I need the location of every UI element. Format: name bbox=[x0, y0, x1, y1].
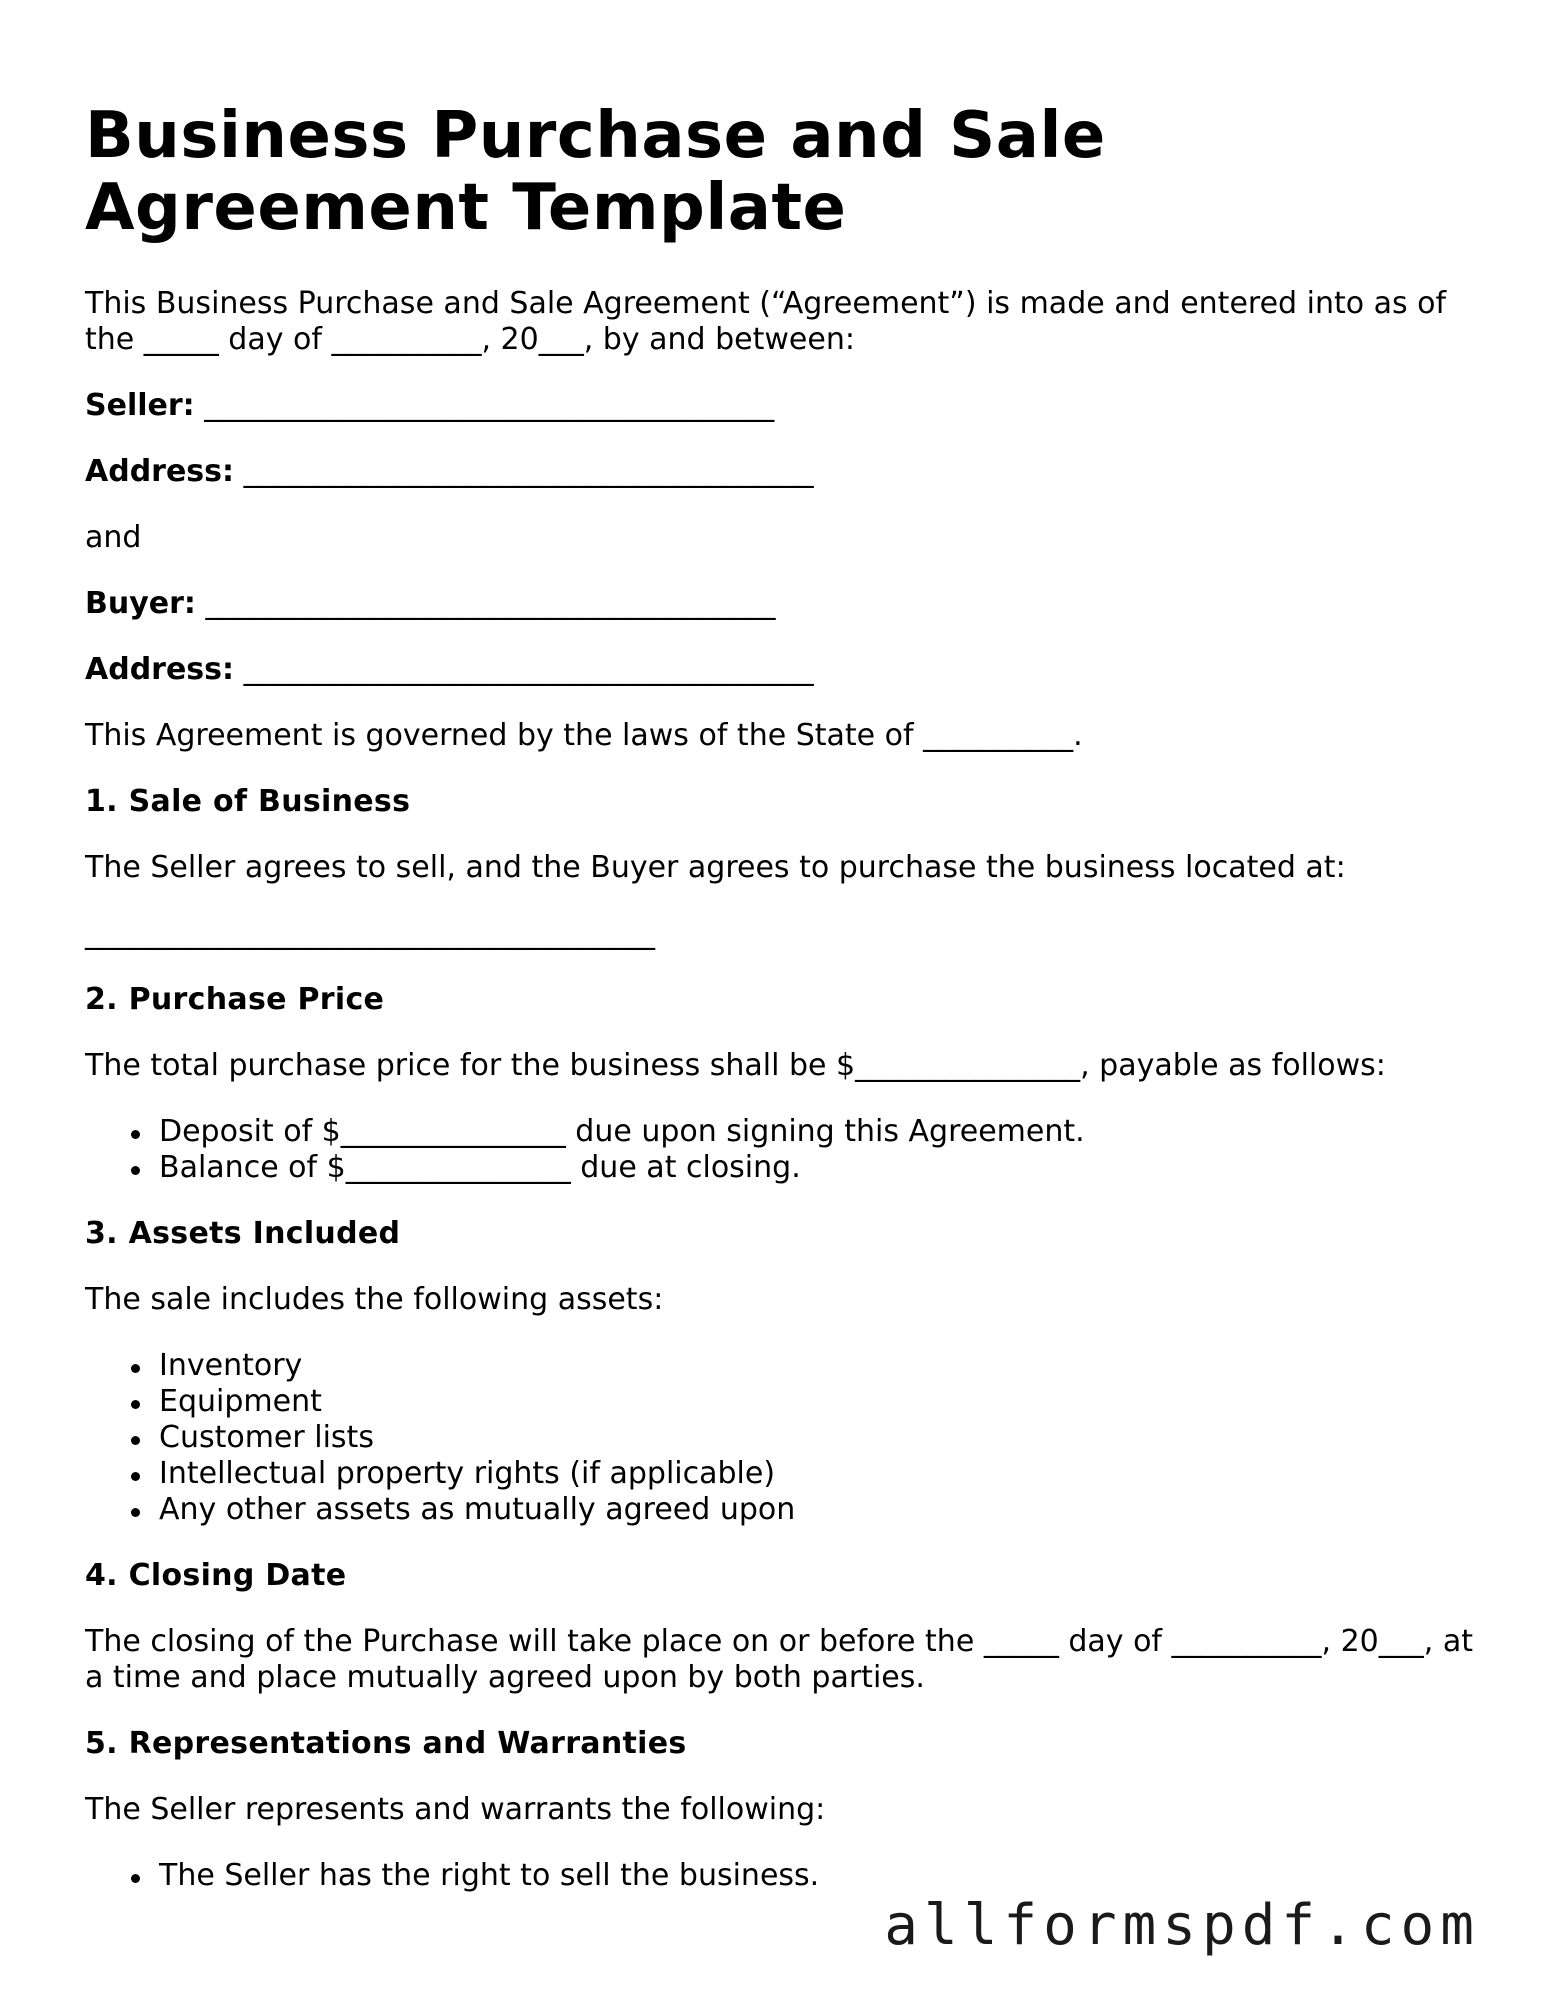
section-heading-purchase-price: 2. Purchase Price bbox=[85, 982, 385, 1017]
and-text: and bbox=[85, 520, 142, 555]
section-text-closing-date: The closing of the Purchase will take place on or before the _____ day of __________, 20___, at a time and place mutually agreed upon by both parties. bbox=[85, 1624, 1473, 1695]
buyer-line bbox=[85, 586, 1485, 622]
seller-address-label: Address: bbox=[85, 454, 235, 489]
document-page bbox=[85, 100, 1485, 1924]
seller-blank: ______________________________________ bbox=[194, 388, 775, 423]
list-item: Deposit of $_______________ due upon signing this Agreement. bbox=[159, 1114, 1485, 1150]
section-text-assets-included: The sale includes the following assets: bbox=[85, 1282, 664, 1317]
seller-address-line bbox=[85, 454, 1485, 490]
buyer-blank: ______________________________________ bbox=[195, 586, 776, 621]
list-item: Intellectual property rights (if applicable) bbox=[159, 1456, 1485, 1492]
governing-law-text: This Agreement is governed by the laws of the State of __________. bbox=[85, 718, 1083, 753]
section-text-sale-of-business: The Seller agrees to sell, and the Buyer agrees to purchase the business located at: bbox=[85, 850, 1346, 885]
seller-label: Seller: bbox=[85, 388, 195, 423]
buyer-address-line bbox=[85, 652, 1485, 688]
section-heading-assets-included: 3. Assets Included bbox=[85, 1216, 401, 1251]
list-item: Equipment bbox=[159, 1384, 1485, 1420]
business-location-blank: ______________________________________ bbox=[85, 916, 655, 951]
warranties-list bbox=[85, 1858, 1485, 1894]
section-heading-closing-date: 4. Closing Date bbox=[85, 1558, 347, 1593]
intro-paragraph: This Business Purchase and Sale Agreement (“Agreement”) is made and entered into as of the _____ day of __________, 20___, by and between: bbox=[85, 286, 1447, 357]
section-heading-sale-of-business: 1. Sale of Business bbox=[85, 784, 411, 819]
list-item: Customer lists bbox=[159, 1420, 1485, 1456]
buyer-address-label: Address: bbox=[85, 652, 235, 687]
payment-terms-list bbox=[85, 1114, 1485, 1186]
document-title: Business Purchase and Sale Agreement Template bbox=[85, 99, 1106, 245]
buyer-address-blank: ______________________________________ bbox=[234, 652, 814, 687]
list-item: Inventory bbox=[159, 1348, 1485, 1384]
section-heading-representations: 5. Representations and Warranties bbox=[85, 1726, 687, 1761]
seller-address-blank: ______________________________________ bbox=[234, 454, 814, 489]
seller-line bbox=[85, 388, 1485, 424]
list-item: Balance of $_______________ due at closing. bbox=[159, 1150, 1485, 1186]
section-text-purchase-price: The total purchase price for the business shall be $_______________, payable as follows: bbox=[85, 1048, 1386, 1083]
section-text-representations: The Seller represents and warrants the following: bbox=[85, 1792, 826, 1827]
buyer-label: Buyer: bbox=[85, 586, 196, 621]
watermark-logo: allformspdf.com bbox=[884, 1893, 1480, 1958]
list-item: The Seller has the right to sell the business. bbox=[159, 1858, 1485, 1894]
assets-list bbox=[85, 1348, 1485, 1528]
list-item: Any other assets as mutually agreed upon bbox=[159, 1492, 1485, 1528]
